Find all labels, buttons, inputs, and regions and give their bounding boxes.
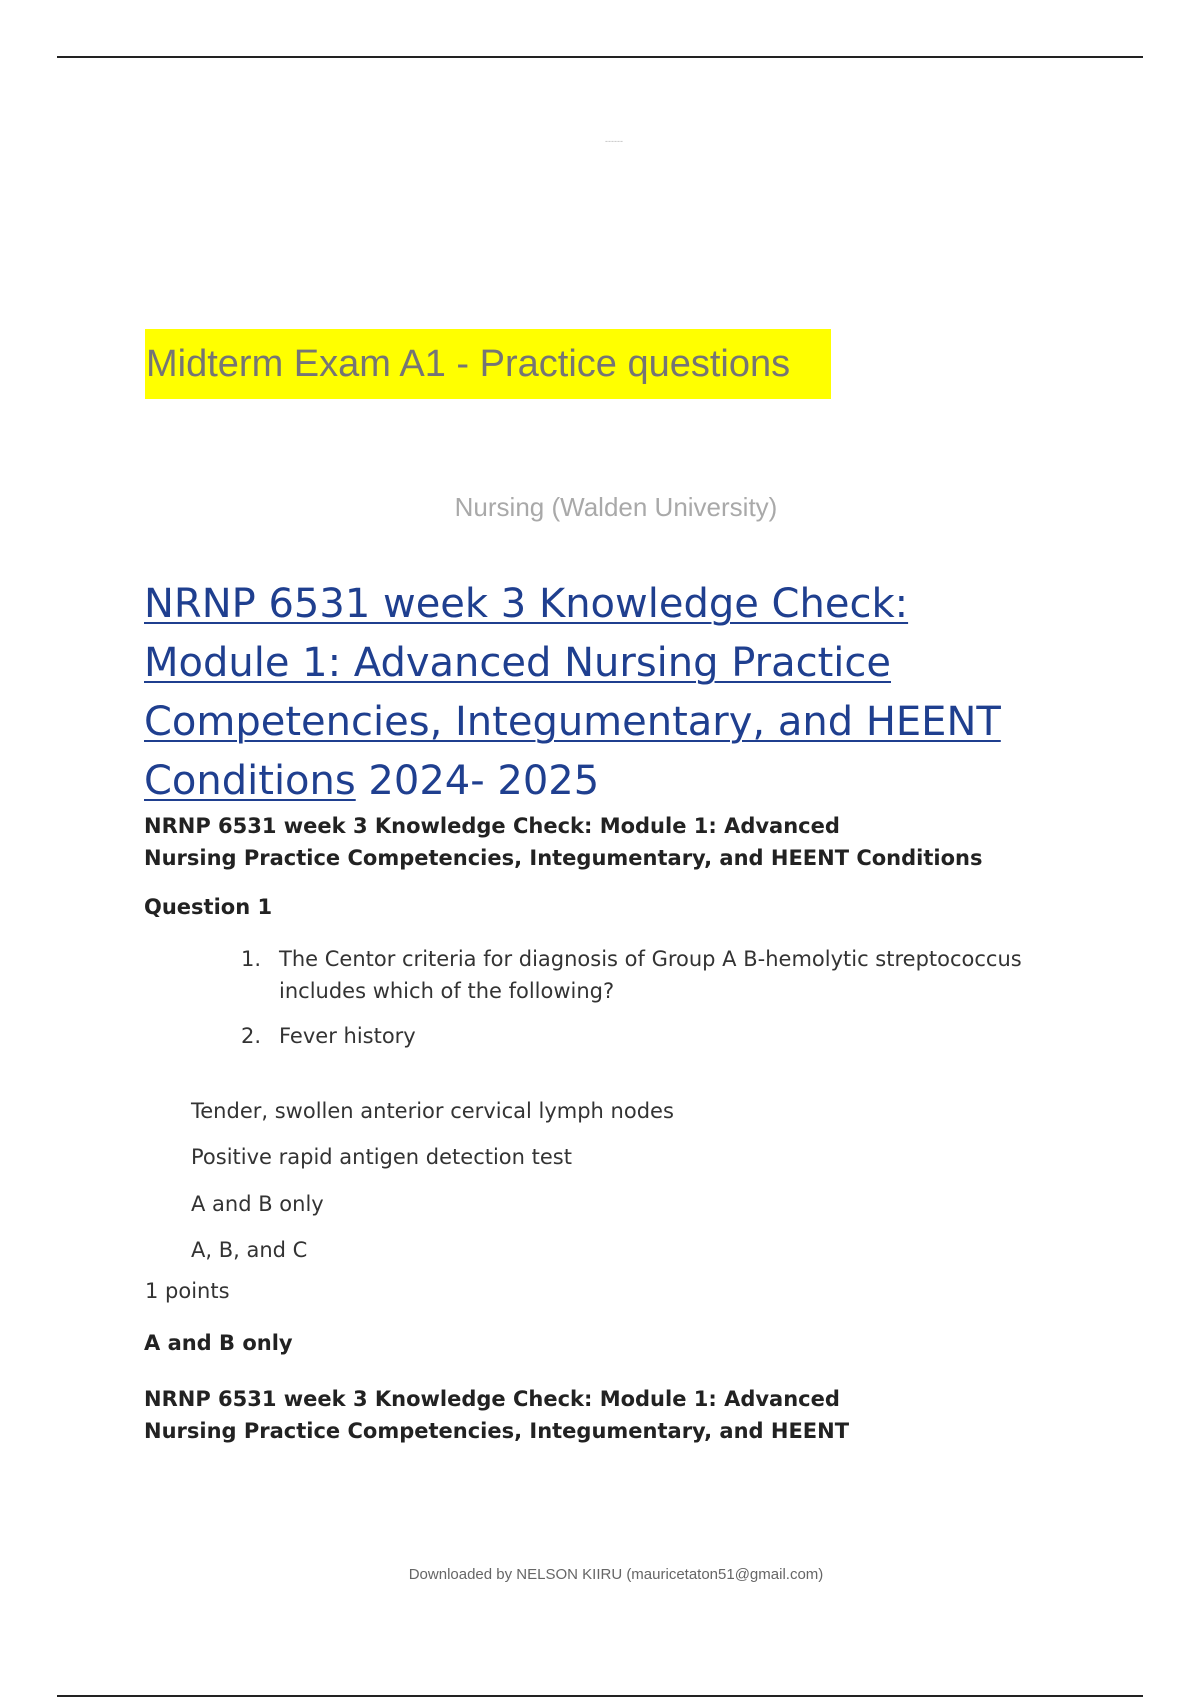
list-number: 2. xyxy=(241,1024,262,1048)
heading-line-4-rest: 2024- 2025 xyxy=(355,758,600,804)
heading-line-2[interactable]: Module 1: Advanced Nursing Practice xyxy=(144,640,891,686)
correct-answer: A and B only xyxy=(144,1331,293,1355)
download-footer: Downloaded by NELSON KIIRU (mauricetaton51@gmail.com) xyxy=(408,1566,824,1583)
header-mark: ------ xyxy=(605,136,623,146)
top-page-mark xyxy=(602,0,620,4)
points-value: 1 points xyxy=(145,1279,230,1303)
section-subheading-repeat xyxy=(144,1383,1044,1447)
subheading-line-2: Nursing Practice Competencies, Integumentary, and HEENT Conditions xyxy=(144,846,983,870)
list-item-fever: Fever history xyxy=(279,1024,416,1048)
question-text-line-2: includes which of the following? xyxy=(279,979,615,1003)
document-subtitle: Nursing (Walden University) xyxy=(454,492,778,522)
section-subheading xyxy=(144,810,1044,874)
subheading-2-line-1: NRNP 6531 week 3 Knowledge Check: Module 1: Advanced xyxy=(144,1387,840,1411)
option-antigen-test: Positive rapid antigen detection test xyxy=(191,1145,572,1169)
question-text xyxy=(279,943,1022,1007)
subheading-2-line-2: Nursing Practice Competencies, Integumentary, and HEENT xyxy=(144,1419,850,1443)
heading-line-4-link[interactable]: Conditions xyxy=(144,758,356,804)
bottom-divider xyxy=(57,1695,1143,1697)
question-text-line-1: The Centor criteria for diagnosis of Group A B-hemolytic streptococcus xyxy=(279,947,1022,971)
heading-line-1[interactable]: NRNP 6531 week 3 Knowledge Check: xyxy=(144,581,909,627)
document-heading xyxy=(144,575,1044,811)
list-number: 1. xyxy=(241,947,262,971)
top-divider xyxy=(57,56,1143,58)
highlighted-title: Midterm Exam A1 - Practice questions xyxy=(145,329,831,399)
subheading-line-1: NRNP 6531 week 3 Knowledge Check: Module 1: Advanced xyxy=(144,814,840,838)
option-a-b-c: A, B, and C xyxy=(191,1238,308,1262)
option-a-and-b: A and B only xyxy=(191,1192,324,1216)
heading-line-3[interactable]: Competencies, Integumentary, and HEENT xyxy=(144,699,1001,745)
option-lymph-nodes: Tender, swollen anterior cervical lymph nodes xyxy=(191,1099,674,1123)
question-label: Question 1 xyxy=(144,895,273,919)
